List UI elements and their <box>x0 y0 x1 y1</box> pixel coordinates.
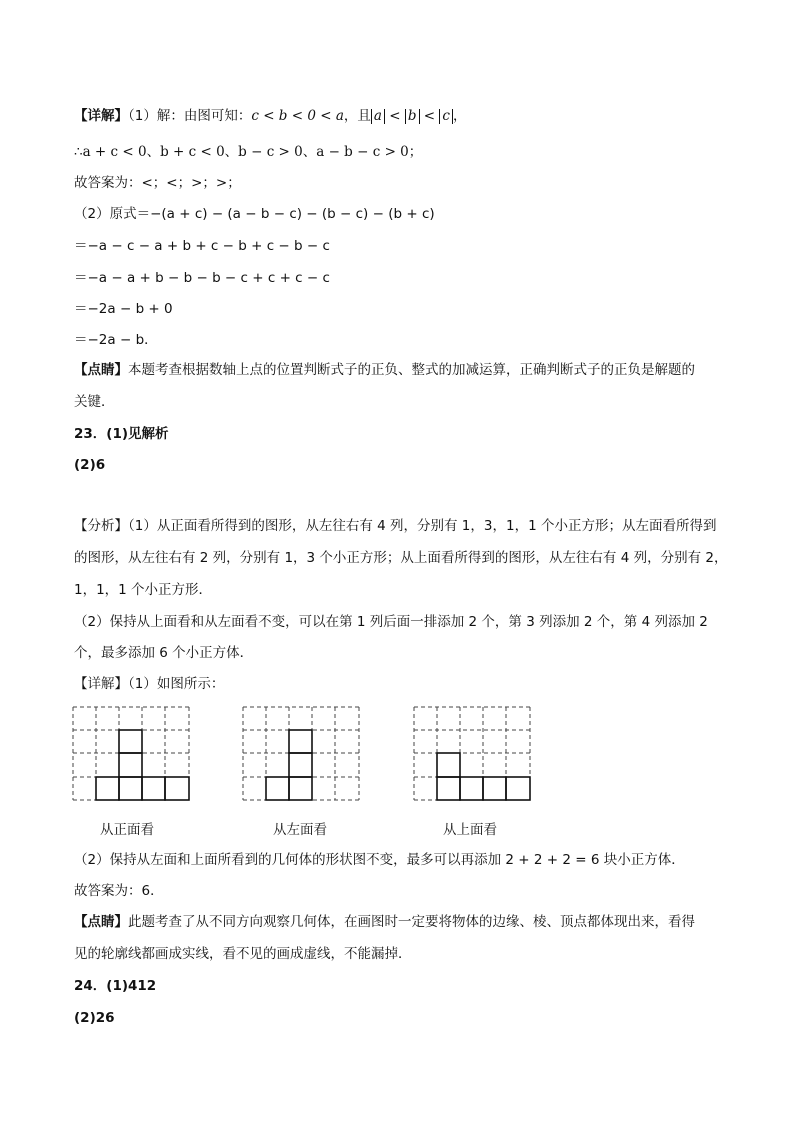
original-expression: （2）原式＝−(a + c) − (a − b − c) − (b − c) − (b + c) <box>74 206 435 222</box>
abs-a: a <box>371 109 385 124</box>
q23-answer-1: 23．(1)见解析 <box>74 426 169 442</box>
comment2-text: 此题考查了从不同方向观察几何体，在画图时一定要将物体的边缘、棱、顶点都体现出来，看得 <box>128 914 695 930</box>
comment2-tag: 【点睛】 <box>74 914 128 930</box>
comment-line-2: 关键． <box>74 394 115 410</box>
answer-line-1: 故答案为：<；<；>；>； <box>74 175 241 191</box>
comment-tag: 【点睛】 <box>74 362 128 378</box>
sign-results: ∴a + c < 0、b + c < 0、b − c > 0、a − b − c > 0； <box>74 144 423 160</box>
end-comma: ， <box>452 108 467 124</box>
q24-answer-1: 24．(1)412 <box>74 978 157 994</box>
step-3: ＝−2a − b + 0 <box>74 301 173 317</box>
detail-text: （1）解：由图可知： <box>128 108 252 124</box>
lt-1: < <box>384 108 405 124</box>
detail-line-figures: 【详解】（1）如图所示： <box>74 676 225 692</box>
analysis-line-3: 1，1，1 个小正方形． <box>74 582 213 598</box>
front-view-caption: 从正面看 <box>100 822 154 838</box>
comment2-line-2: 见的轮廓线都画成实线，看不见的画成虚线，不能漏掉． <box>74 946 412 962</box>
analysis-line-2: 的图形，从左往右有 2 列，分别有 1，3 个小正方形；从上面看所得到的图形，从左往右有 4 列，分别有 2， <box>74 550 728 566</box>
answer-line-2: 故答案为：6． <box>74 883 164 899</box>
abs-b: b <box>405 109 420 124</box>
left-view-figure <box>242 706 360 802</box>
q24-answer-2: (2)26 <box>74 1010 115 1026</box>
comment-line-1 <box>74 360 695 380</box>
step-1: ＝−a − c − a + b + c − b + c − b − c <box>74 238 330 254</box>
q23-answer-2: (2)6 <box>74 457 106 473</box>
top-view-caption: 从上面看 <box>443 822 497 838</box>
lt-2: < <box>419 108 440 124</box>
abs-c: c <box>439 109 453 124</box>
step-2: ＝−a − a + b − b − b − c + c + c − c <box>74 270 330 286</box>
detail-tag: 【详解】 <box>74 108 128 124</box>
detail-part-2: （2）保持从左面和上面所看到的几何体的形状图不变，最多可以再添加 2 + 2 + 2 = 6 块小正方体． <box>74 852 685 868</box>
comment2-line-1 <box>74 912 695 932</box>
analysis-line-1: 【分析】（1）从正面看所得到的图形，从左往右有 4 列，分别有 1，3，1，1 个小正方形；从左面看所得到 <box>74 518 717 534</box>
inequality: c < b < 0 < a <box>251 108 344 124</box>
analysis-line-4: （2）保持从上面看和从左面看不变，可以在第 1 列后面一排添加 2 个，第 3 列添加 2 个，第 4 列添加 2 <box>74 614 708 630</box>
connector: ，且 <box>343 108 371 124</box>
left-view-caption: 从左面看 <box>273 822 327 838</box>
detail-line-1 <box>74 106 466 126</box>
top-view-figure <box>413 706 531 802</box>
comment-text: 本题考查根据数轴上点的位置判断式子的正负、整式的加减运算，正确判断式子的正负是解题的 <box>128 362 695 378</box>
analysis-line-5: 个，最多添加 6 个小正方体． <box>74 645 254 661</box>
step-4: ＝−2a − b． <box>74 332 158 348</box>
front-view-figure <box>72 706 190 802</box>
